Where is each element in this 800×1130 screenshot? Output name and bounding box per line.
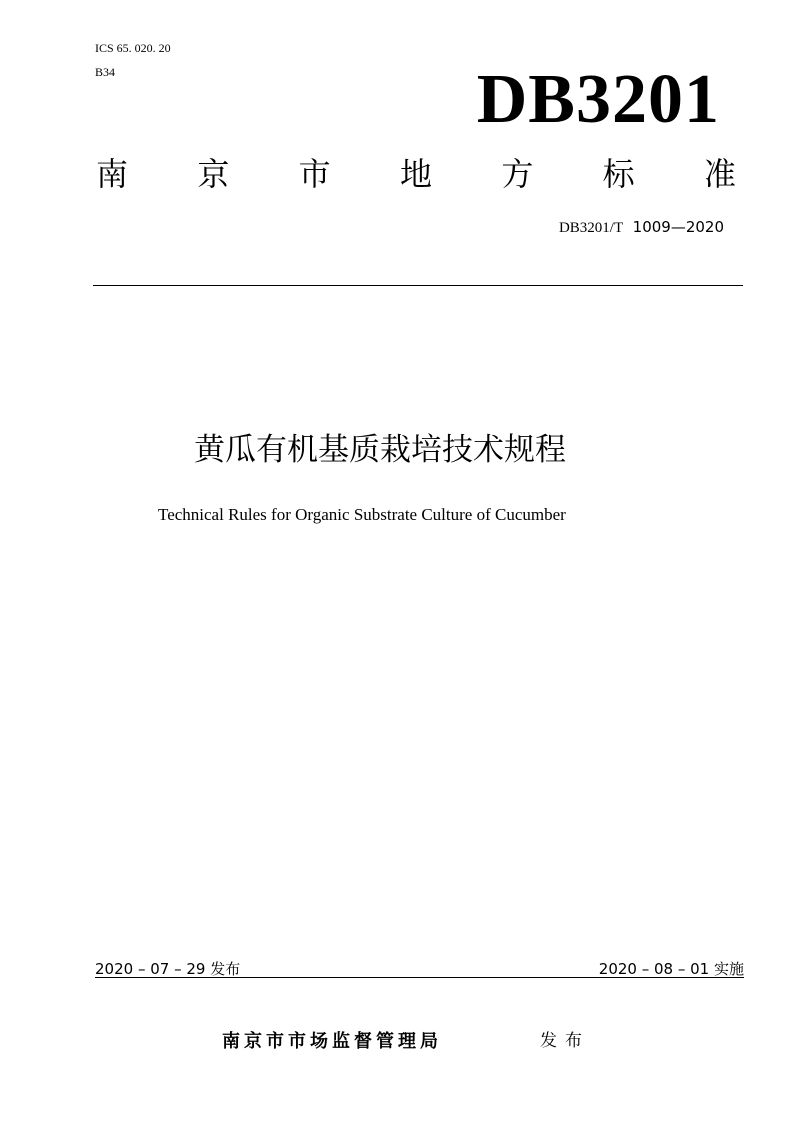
standard-number-code: 1009—2020 <box>623 218 724 236</box>
document-title-cn: 黄瓜有机基质栽培技术规程 <box>194 432 566 468</box>
standard-level-heading <box>96 152 736 196</box>
publish-label: 发布 <box>540 1031 590 1051</box>
issue-date: 2020 – 07 – 29 发布 <box>95 960 241 978</box>
standard-number-prefix: DB3201/T <box>558 220 624 236</box>
bottom-divider <box>95 977 744 978</box>
ics-code: ICS 65. 020. 20 <box>95 41 171 55</box>
implementation-date: 2020 – 08 – 01 实施 <box>598 960 744 978</box>
standard-number <box>559 217 724 238</box>
level-char: 市 <box>298 155 331 193</box>
level-char: 方 <box>501 155 534 193</box>
publisher: 南京市市场监督管理局 <box>222 1031 442 1052</box>
level-char: 南 <box>96 155 129 193</box>
level-char: 京 <box>197 155 230 193</box>
level-char: 标 <box>602 155 635 193</box>
level-char: 准 <box>703 155 736 193</box>
standard-logo: DB3201 <box>476 61 720 138</box>
top-divider <box>93 285 743 286</box>
ccs-code: B34 <box>95 65 116 79</box>
document-title-en: Technical Rules for Organic Substrate Culture of Cucumber <box>158 505 566 524</box>
level-char: 地 <box>399 155 432 193</box>
